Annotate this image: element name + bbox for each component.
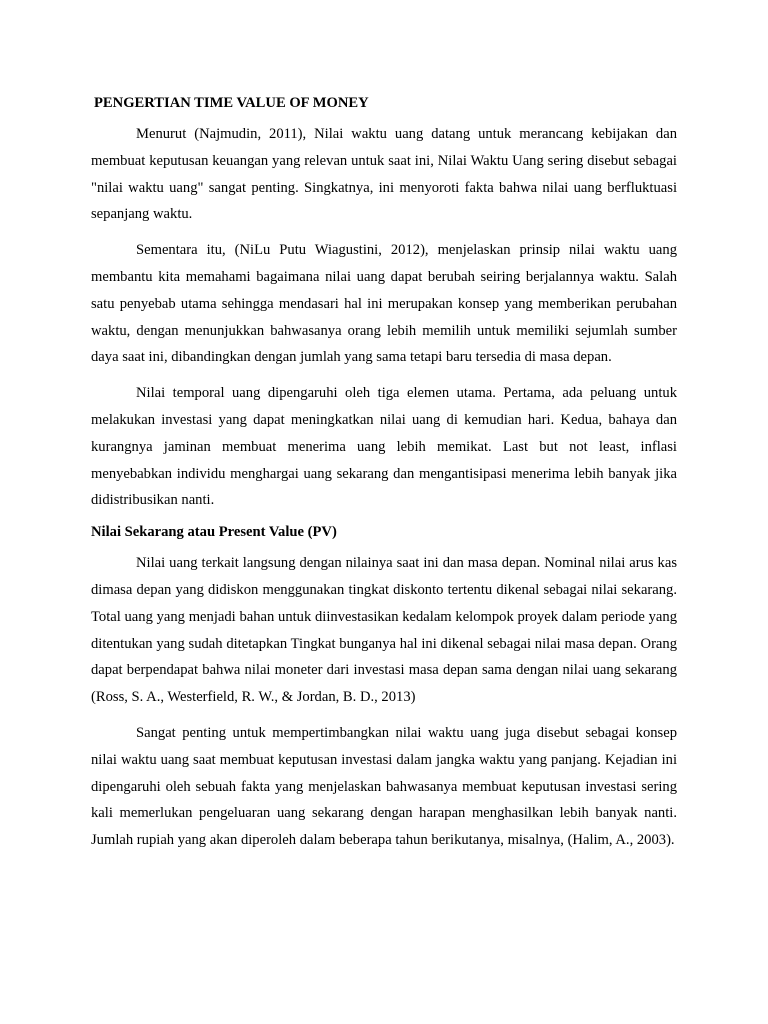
section-heading-present-value: Nilai Sekarang atau Present Value (PV) <box>91 524 337 541</box>
document-page <box>91 94 677 863</box>
paragraph-present-value: Nilai uang terkait langsung dengan nilainya saat ini dan masa depan. Nominal nilai arus kas dimasa depan yang didiskon menggunakan tingkat diskonto tertentu dikenal sebagai nilai sekarang. Total uang yang menjadi bahan untuk diinvestasikan kedalam kelompok proyek dalam periode yang ditentukan yang sudah ditetapkan Tingkat bunganya hal ini dikenal sebagai nilai masa depan. Orang dapat berpendapat bahwa nilai moneter dari investasi masa depan sama dengan nilai uang sekarang (Ross, S. A., Westerfield, R. W., & Jordan, B. D., 2013) <box>91 555 677 706</box>
document-title: PENGERTIAN TIME VALUE OF MONEY <box>94 95 369 111</box>
paragraph-wiagustini: Sementara itu, (NiLu Putu Wiagustini, 2012), menjelaskan prinsip nilai waktu uang membantu kita memahami bagaimana nilai uang dapat berubah seiring berjalannya waktu. Salah satu penyebab utama sehingga mendasari hal ini merupakan konsep yang memberikan perubahan waktu, dengan menunjukkan bahwasanya orang lebih memilih untuk memiliki sejumlah sumber daya saat ini, dibandingkan dengan jumlah yang sama tetapi baru tersedia di masa depan. <box>91 242 677 366</box>
paragraph-investment-decision: Sangat penting untuk mempertimbangkan nilai waktu uang juga disebut sebagai konsep nilai waktu uang saat membuat keputusan investasi dalam jangka waktu yang panjang. Kejadian ini dipengaruhi oleh sebuah fakta yang menjelaskan bahwasanya membuat keputusan investasi sering kali memerlukan pengeluaran uang sekarang dengan harapan menghasilkan lebih banyak nanti. Jumlah rupiah yang akan diperoleh dalam beberapa tahun berikutanya, misalnya, (Halim, A., 2003). <box>91 724 677 849</box>
paragraph-three-elements: Nilai temporal uang dipengaruhi oleh tiga elemen utama. Pertama, ada peluang untuk melakukan investasi yang dapat meningkatkan nilai uang di kemudian hari. Kedua, bahaya dan kurangnya jaminan membuat menerima uang lebih memikat. Last but not least, inflasi menyebabkan individu menghargai uang sekarang dan mengantisipasi menerima lebih banyak jika didistribusikan nanti. <box>91 385 677 509</box>
paragraph-najmudin: Menurut (Najmudin, 2011), Nilai waktu uang datang untuk merancang kebijakan dan membuat keputusan keuangan yang relevan untuk saat ini, Nilai Waktu Uang sering disebut sebagai "nilai waktu uang" sangat penting. Singkatnya, ini menyoroti fakta bahwa nilai uang berfluktuasi sepanjang waktu. <box>91 126 677 223</box>
